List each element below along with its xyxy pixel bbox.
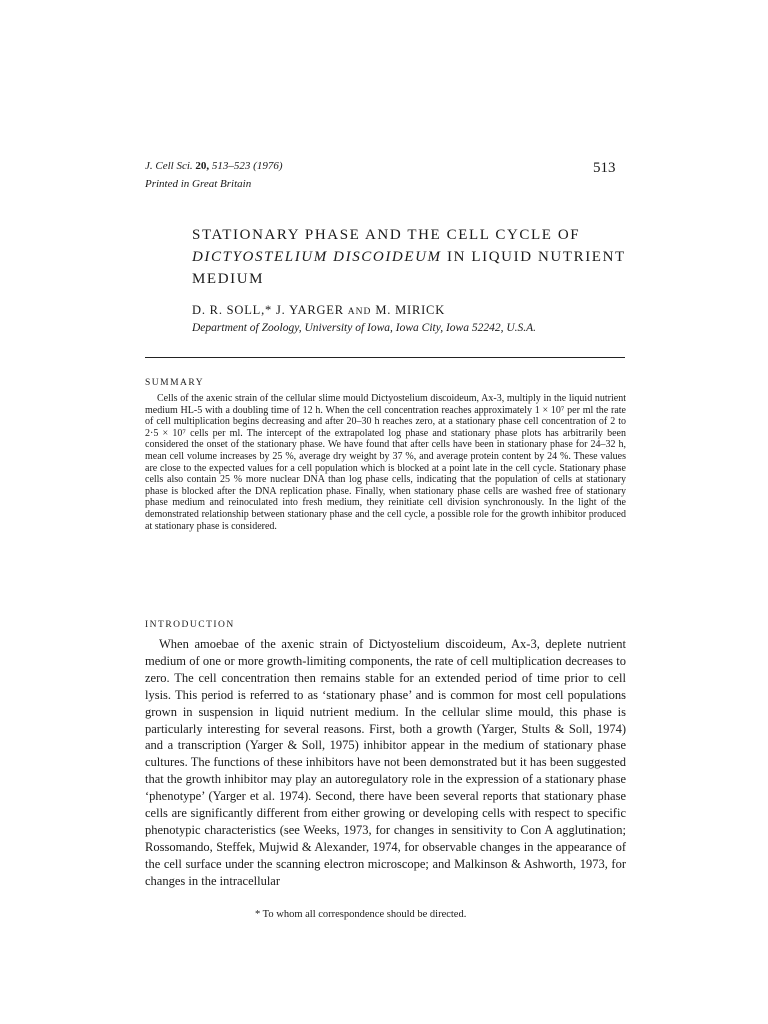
title-part-1: STATIONARY PHASE AND THE CELL CYCLE OF	[192, 227, 581, 243]
author-list	[192, 303, 445, 318]
affiliation: Department of Zoology, University of Iowa, Iowa City, Iowa 52242, U.S.A.	[192, 322, 537, 334]
title-organism: DICTYOSTELIUM DISCOIDEUM	[192, 249, 442, 265]
journal-pages-year: 513–523 (1976)	[211, 160, 283, 172]
divider-rule	[145, 357, 625, 358]
authors-first: D. R. SOLL,* J. YARGER	[192, 303, 348, 317]
paper-title	[192, 224, 632, 290]
journal-abbrev: J. Cell Sci.	[145, 160, 193, 172]
printed-location: Printed in Great Britain	[145, 178, 252, 190]
title-part-2: IN LIQUID NUTRIENT MEDIUM	[192, 249, 626, 287]
footnote: * To whom all correspondence should be directed.	[255, 909, 467, 920]
journal-volume: 20,	[195, 160, 210, 172]
journal-reference	[145, 160, 282, 172]
authors-last: M. MIRICK	[371, 303, 446, 317]
page-number: 513	[593, 160, 616, 176]
introduction-heading: INTRODUCTION	[145, 620, 235, 630]
summary-heading: SUMMARY	[145, 378, 205, 388]
introduction-paragraph: When amoebae of the axenic strain of Dictyostelium discoideum, Ax-3, deplete nutrient medium of one or more growth-limiting components, the rate of cell multiplication decreases to zero. The cell concentration then remains stable for an extended period of time prior to cell lysis. This period is referred to as ‘stationary phase’ and is common for most cell populations grown in suspension in liquid nutrient medium. In the cellular slime mould, this phase is particularly interesting for several reasons. First, both a growth (Yarger, Stults & Soll, 1974) and a transcription (Yarger & Soll, 1975) inhibitor appear in the medium of stationary phase cultures. The functions of these inhibitors have not been demonstrated but it has been suggested that the growth inhibitor may play an autoregulatory role in the expression of a stationary phase ‘phenotype’ (Yarger et al. 1974). Second, there have been several reports that stationary phase cells are significantly different from either growing or developing cells with respect to specific phenotypic characteristics (see Weeks, 1973, for changes in sensitivity to Con A agglutination; Rossomando, Steffek, Mujwid & Alexander, 1974, for observable changes in the appearance of the cell surface under the scanning electron microscope; and Malkinson & Ashworth, 1973, for changes in the intracellular	[145, 637, 626, 888]
summary-paragraph: Cells of the axenic strain of the cellular slime mould Dictyostelium discoideum, Ax-3, multiply in the liquid nutrient medium HL-5 with a doubling time of 12 h. When the cell concentration reaches approximately 1 × 10⁷ per ml the rate of cell multiplication begins decreasing and after 20–30 h reaches zero, at a stationary phase cell concentration of 2 to 2·5 × 10⁷ cells per ml. The intercept of the extrapolated log phase and stationary phase plots has arbitrarily been considered the onset of the stationary phase. We have found that after cells have been in stationary phase for 24–32 h, mean cell volume increases by 25 %, average dry weight by 37 %, and average protein content by 24 %. These values are close to the expected values for a cell population which is blocked at a point late in the cell cycle. Stationary phase cells also contain 25 % more nuclear DNA than log phase cells, indicating that the population of cells at stationary phase is blocked after the DNA replication phase. Finally, when stationary phase cells are washed free of stationary phase medium and reinoculated into fresh medium, they reinitiate cell division synchronously. In the light of the demonstrated relationship between stationary phase and the cell cycle, a possible role for the growth inhibitor produced at stationary phase is considered.	[145, 393, 626, 532]
authors-and: AND	[347, 307, 372, 317]
